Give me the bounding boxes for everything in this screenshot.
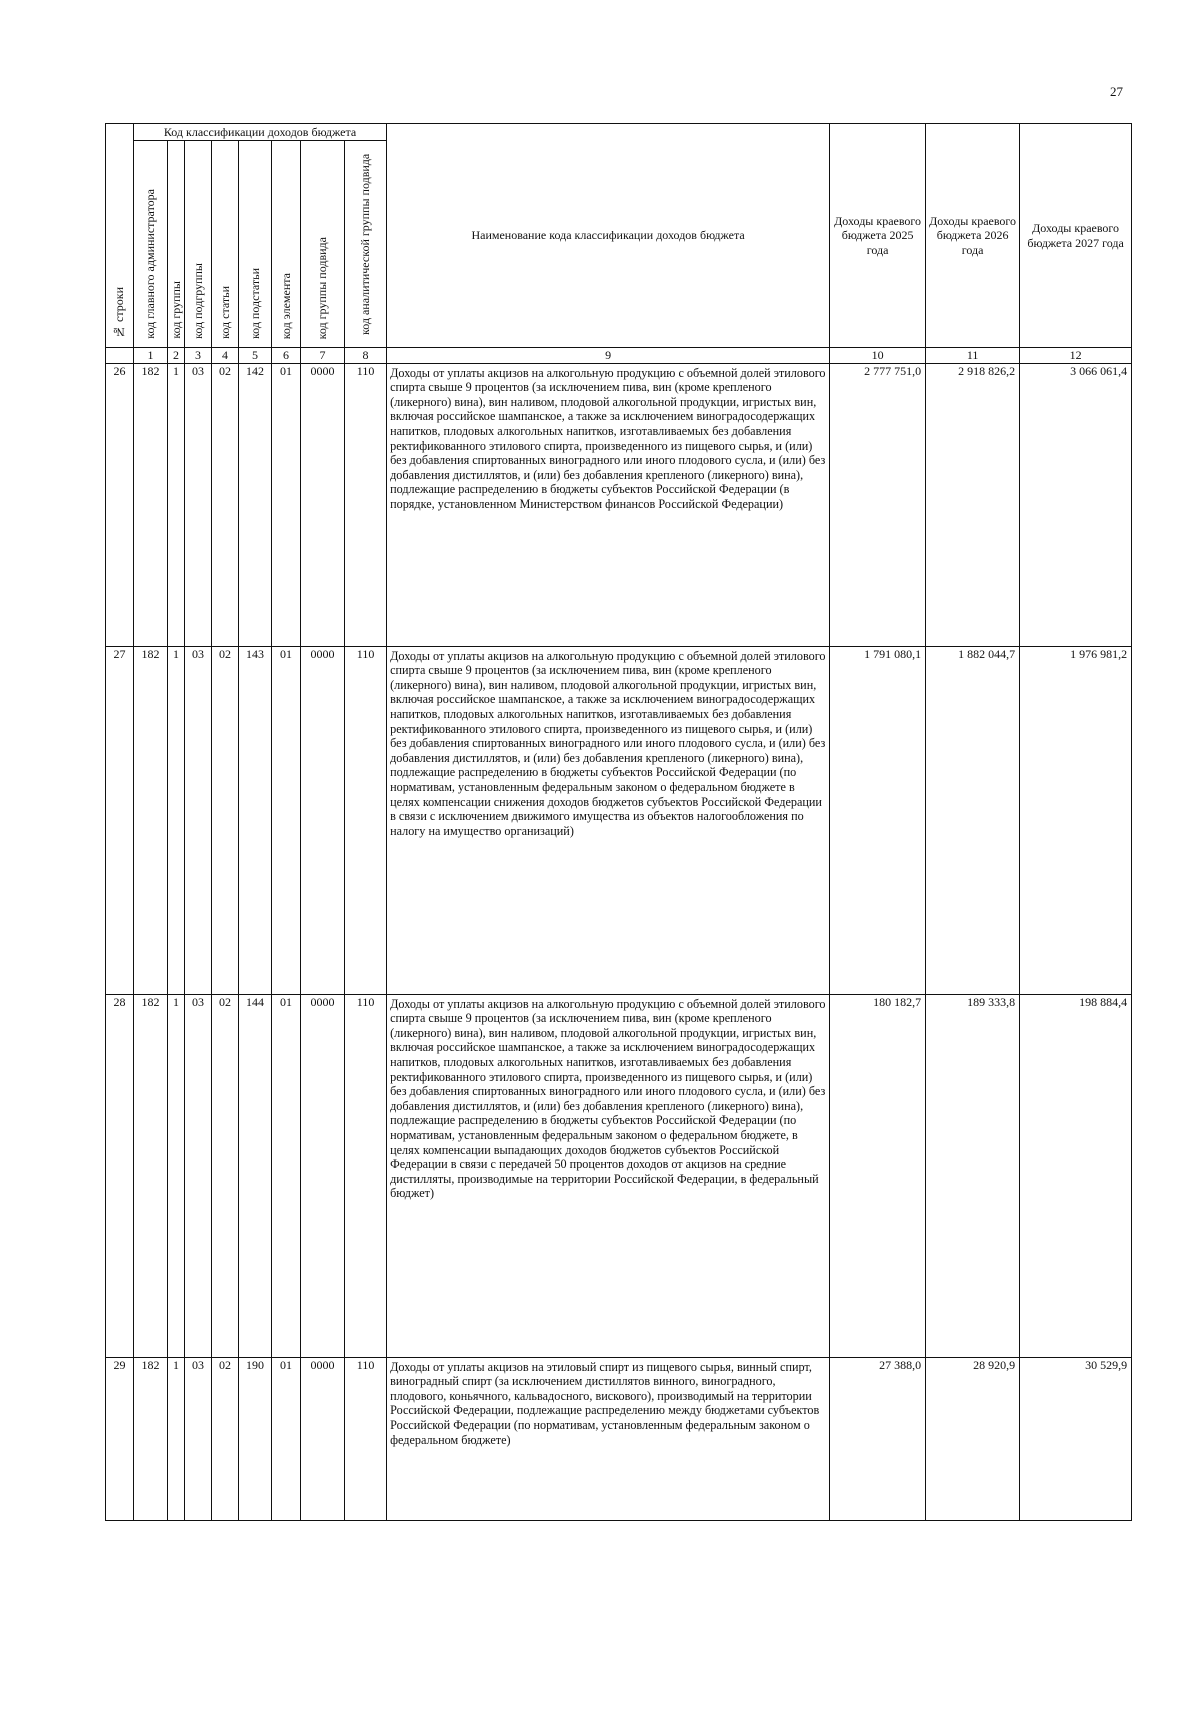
- amount-2027: 3 066 061,4: [1020, 363, 1132, 646]
- amount-2025: 2 777 751,0: [830, 363, 926, 646]
- header-code-group-label: код группы: [168, 281, 183, 339]
- header-code-group: Код классификации доходов бюджета: [134, 124, 387, 141]
- header-code-group-col: [168, 141, 185, 348]
- code-admin: 182: [134, 646, 168, 994]
- header-code-analytic-group: [345, 141, 387, 348]
- page-number: 27: [1110, 84, 1123, 99]
- code-element: 01: [272, 1357, 301, 1520]
- amount-2025: 27 388,0: [830, 1357, 926, 1520]
- header-code-article: [212, 141, 239, 348]
- amount-2025: 1 791 080,1: [830, 646, 926, 994]
- code-element: 01: [272, 646, 301, 994]
- code-subtype-group: 0000: [301, 994, 345, 1357]
- amount-2026: 1 882 044,7: [926, 646, 1020, 994]
- code-subarticle: 144: [239, 994, 272, 1357]
- column-number: 11: [926, 348, 1020, 364]
- amount-2026: 189 333,8: [926, 994, 1020, 1357]
- income-name: Доходы от уплаты акцизов на этиловый спирт из пищевого сырья, винный спирт, виноградный спирт (за исключением дистиллятов винного, виноградного, плодового, коньячного, кальвадосного, вискового), производимый на территории Российской Федерации, подлежащие распределению между бюджетами субъектов Российской Федерации (по нормативам, установленным федеральным законом о федеральном бюджете): [387, 1357, 830, 1520]
- header-row-no-label: № строки: [112, 287, 126, 339]
- code-article: 02: [212, 1357, 239, 1520]
- amount-2025: 180 182,7: [830, 994, 926, 1357]
- header-name: Наименование кода классификации доходов бюджета: [387, 124, 830, 348]
- code-subtype-group: 0000: [301, 1357, 345, 1520]
- code-subtype-group: 0000: [301, 646, 345, 994]
- amount-2027: 1 976 981,2: [1020, 646, 1132, 994]
- row-number: 27: [106, 646, 134, 994]
- header-code-subtype-group: [301, 141, 345, 348]
- header-row-no: [106, 124, 134, 348]
- code-subgroup: 03: [185, 1357, 212, 1520]
- code-subgroup: 03: [185, 363, 212, 646]
- code-element: 01: [272, 363, 301, 646]
- code-article: 02: [212, 994, 239, 1357]
- table-row: [106, 363, 1132, 646]
- column-number: 4: [212, 348, 239, 364]
- amount-2026: 28 920,9: [926, 1357, 1020, 1520]
- code-admin: 182: [134, 994, 168, 1357]
- budget-revenue-table: [105, 123, 1132, 1521]
- code-analytic-group: 110: [345, 994, 387, 1357]
- amount-2027: 198 884,4: [1020, 994, 1132, 1357]
- code-group: 1: [168, 646, 185, 994]
- income-name: Доходы от уплаты акцизов на алкогольную продукцию с объемной долей этилового спирта свыше 9 процентов (за исключением пива, вин (кроме крепленого (ликерного) вина), вин наливом, плодовой алкогольной продукции, игристых вин, включая российское шампанское, а также за исключением виноградосодержащих напитков, плодовых алкогольных напитков, изготавливаемых без добавления ректификованного этилового спирта, произведенного из пищевого сырья, и (или) без добавления спиртованных виноградного или иного плодового сусла, и (или) без добавления дистиллятов, и (или) без добавления крепленого (ликерного) вина), подлежащие распределению в бюджеты субъектов Российской Федерации (в порядке, установленном Министерством финансов Российской Федерации): [387, 363, 830, 646]
- column-number: [106, 348, 134, 364]
- row-number: 29: [106, 1357, 134, 1520]
- header-code-admin: [134, 141, 168, 348]
- header-code-article-label: код статьи: [217, 286, 232, 339]
- header-code-subgroup-label: код подгруппы: [190, 263, 205, 339]
- header-code-element-label: код элемента: [278, 272, 293, 339]
- header-code-admin-label: код главного администратора: [143, 189, 157, 339]
- code-subtype-group: 0000: [301, 363, 345, 646]
- amount-2027: 30 529,9: [1020, 1357, 1132, 1520]
- code-article: 02: [212, 363, 239, 646]
- code-admin: 182: [134, 1357, 168, 1520]
- code-subgroup: 03: [185, 994, 212, 1357]
- header-income-2026: Доходы краевого бюджета 2026 года: [926, 124, 1020, 348]
- column-number: 6: [272, 348, 301, 364]
- column-number: 9: [387, 348, 830, 364]
- code-subarticle: 190: [239, 1357, 272, 1520]
- code-admin: 182: [134, 363, 168, 646]
- code-analytic-group: 110: [345, 646, 387, 994]
- header-code-subtype-group-label: код группы подвида: [315, 236, 329, 339]
- table-row: [106, 994, 1132, 1357]
- table-row: [106, 646, 1132, 994]
- column-number: 3: [185, 348, 212, 364]
- code-group: 1: [168, 363, 185, 646]
- header-code-subarticle-label: код подстатьи: [247, 267, 262, 339]
- header-income-2025: Доходы краевого бюджета 2025 года: [830, 124, 926, 348]
- row-number: 26: [106, 363, 134, 646]
- code-group: 1: [168, 1357, 185, 1520]
- income-name: Доходы от уплаты акцизов на алкогольную продукцию с объемной долей этилового спирта свыше 9 процентов (за исключением пива, вин (кроме крепленого (ликерного) вина), вин наливом, плодовой алкогольной продукции, игристых вин, включая российское шампанское, а также за исключением виноградосодержащих напитков, плодовых алкогольных напитков, изготавливаемых без добавления ректификованного этилового спирта, произведенного из пищевого сырья, и (или) без добавления спиртованных виноградного или иного плодового сусла, и (или) без добавления дистиллятов, и (или) без добавления крепленого (ликерного) вина), подлежащие распределению в бюджеты субъектов Российской Федерации (по нормативам, установленным федеральным законом о федеральном бюджете, в целях компенсации выпадающих доходов бюджетов субъектов Российской Федерации в связи с передачей 50 процентов доходов от акцизов на средние дистилляты, производимые на территории Российской Федерации, в федеральный бюджет): [387, 994, 830, 1357]
- column-number: 10: [830, 348, 926, 364]
- code-analytic-group: 110: [345, 363, 387, 646]
- header-code-subgroup: [185, 141, 212, 348]
- code-group: 1: [168, 994, 185, 1357]
- code-subgroup: 03: [185, 646, 212, 994]
- code-article: 02: [212, 646, 239, 994]
- row-number: 28: [106, 994, 134, 1357]
- header-code-analytic-group-label: код аналитической группы подвида: [358, 153, 373, 335]
- code-element: 01: [272, 994, 301, 1357]
- code-subarticle: 143: [239, 646, 272, 994]
- column-number: 7: [301, 348, 345, 364]
- column-number: 2: [168, 348, 185, 364]
- table-row: [106, 1357, 1132, 1520]
- column-number: 8: [345, 348, 387, 364]
- code-subarticle: 142: [239, 363, 272, 646]
- header-code-subarticle: [239, 141, 272, 348]
- column-number-row: [106, 348, 1132, 364]
- column-number: 5: [239, 348, 272, 364]
- code-analytic-group: 110: [345, 1357, 387, 1520]
- header-code-element: [272, 141, 301, 348]
- column-number: 1: [134, 348, 168, 364]
- income-name: Доходы от уплаты акцизов на алкогольную продукцию с объемной долей этилового спирта свыше 9 процентов (за исключением пива, вин (кроме крепленого (ликерного) вина), вин наливом, плодовой алкогольной продукции, игристых вин, включая российское шампанское, а также за исключением виноградосодержащих напитков, плодовых алкогольных напитков, изготавливаемых без добавления ректификованного этилового спирта, произведенного из пищевого сырья, и (или) без добавления спиртованных виноградного или иного плодового сусла, и (или) без добавления дистиллятов, и (или) без добавления крепленого (ликерного) вина), подлежащие распределению в бюджеты субъектов Российской Федерации (по нормативам, установленным федеральным законом о федеральном бюджете в целях компенсации снижения доходов бюджетов субъектов Российской Федерации в связи с исключением движимого имущества из объектов налогообложения по налогу на имущество организаций): [387, 646, 830, 994]
- column-number: 12: [1020, 348, 1132, 364]
- header-income-2027: Доходы краевого бюджета 2027 года: [1020, 124, 1132, 348]
- amount-2026: 2 918 826,2: [926, 363, 1020, 646]
